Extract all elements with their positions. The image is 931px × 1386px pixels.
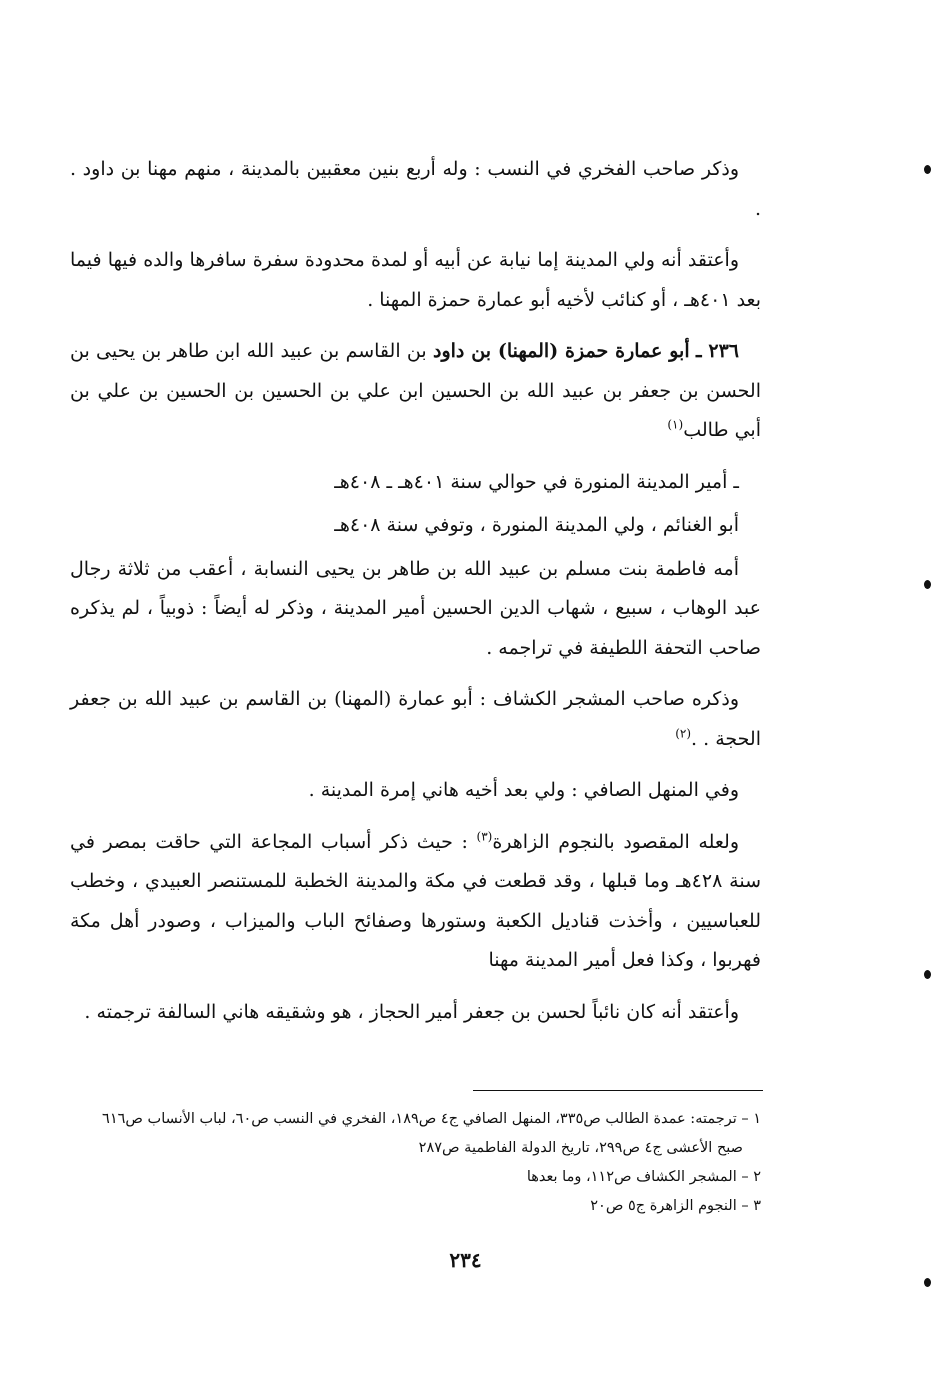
paragraph bbox=[70, 680, 761, 759]
scan-edge-mark bbox=[924, 970, 931, 979]
page-number: ٢٣٤ bbox=[449, 1248, 482, 1272]
paragraph-text: وذكره صاحب المشجر الكشاف : أبو عمارة (المهنا) بن القاسم بن عبيد الله بن جعفر الحجة . . bbox=[70, 688, 761, 750]
footnote bbox=[70, 1163, 761, 1192]
paragraph-text: وذكر صاحب الفخري في النسب : وله أربع بنين معقبين بالمدينة ، منهم مهنا بن داود . . bbox=[70, 158, 761, 220]
paragraph-text: : حيث ذكر أسباب المجاعة التي حاقت بمصر في سنة ٤٢٨هـ وما قبلها ، وقد قطعت في مكة والمدينة الخطبة للمستنصر العبيدي ، وخطب للعباسيين ، وأخذت قناديل الكعبة وستورها وصفائح الباب والميزاب ، وصودر أهل مكة فهربوا ، وكذا فعل أمير المدينة مهنا bbox=[70, 830, 761, 971]
footnote-ref: (١) bbox=[667, 417, 684, 432]
paragraph bbox=[70, 823, 761, 981]
entry-heading bbox=[70, 332, 761, 451]
footnote-text: ٢ – المشجر الكشاف ص١١٢، وما بعدها bbox=[526, 1169, 761, 1185]
entry-line bbox=[70, 463, 761, 503]
scan-edge-mark bbox=[924, 1278, 931, 1287]
entry-line-text: ـ أمير المدينة المنورة في حوالي سنة ٤٠١هـ ـ ٤٠٨هـ bbox=[334, 470, 739, 493]
footnote-text: ٣ – النجوم الزاهرة ج٥ ص٢٠ bbox=[590, 1198, 761, 1214]
footnote bbox=[70, 1192, 761, 1221]
scan-edge-mark bbox=[924, 580, 931, 589]
paragraph bbox=[70, 241, 761, 320]
entry-line-text: أبو الغنائم ، ولي المدينة المنورة ، وتوفي سنة ٤٠٨هـ bbox=[334, 514, 739, 536]
footnote-text: صبح الأعشى ج٤ ص٢٩٩، تاريخ الدولة الفاطمية ص٢٨٧ bbox=[418, 1140, 743, 1156]
footnote-continuation bbox=[70, 1134, 761, 1163]
main-text bbox=[70, 150, 761, 1044]
paragraph-text: وأعتقد أنه ولي المدينة إما نيابة عن أبيه أو لمدة محدودة سفرة سافرها والده فيها فيما بعد ٤٠١هـ ، أو كنائب لأخيه أبو عمارة حمزة المهنا . bbox=[70, 249, 761, 311]
footnote-text: ١ – ترجمته: عمدة الطالب ص٣٣٥، المنهل الصافي ج٤ ص١٨٩، الفخري في النسب ص٦٠، لباب الأنساب ص٦١٦ bbox=[102, 1111, 761, 1127]
paragraph bbox=[70, 550, 761, 669]
paragraph bbox=[70, 150, 761, 229]
entry-line bbox=[70, 506, 761, 546]
footnote bbox=[70, 1105, 761, 1134]
paragraph bbox=[70, 771, 761, 811]
footnote-ref: (٢) bbox=[675, 726, 692, 741]
entry-number: ٢٣٦ ـ bbox=[695, 340, 740, 362]
paragraph-text: أمه فاطمة بنت مسلم بن عبيد الله بن طاهر بن يحيى النسابة ، أعقب من ثلاثة رجال عبد الوهاب ، سبيع ، شهاب الدين الحسين أمير المدينة ، وذكر له أيضاً : ذوبياً ، لم يذكره صاحب التحفة اللطيفة في تراجمه . bbox=[70, 557, 761, 659]
entry-name: أبو عمارة حمزة (المهنا) بن داود bbox=[432, 340, 690, 362]
footnotes bbox=[70, 1105, 761, 1221]
footnote-ref: (٣) bbox=[476, 829, 493, 844]
paragraph-text: وأعتقد أنه كان نائباً لحسن بن جعفر أمير الحجاز ، هو وشقيقه هاني السالفة ترجمته . bbox=[84, 1000, 739, 1023]
scan-edge-mark bbox=[924, 165, 931, 174]
footnote-divider bbox=[473, 1090, 763, 1091]
paragraph-text: وفي المنهل الصافي : ولي بعد أخيه هاني إمرة المدينة . bbox=[308, 779, 739, 801]
paragraph bbox=[70, 993, 761, 1033]
paragraph-text: ولعله المقصود بالنجوم الزاهرة bbox=[492, 830, 739, 853]
entry-lineage: بن القاسم بن عبيد الله ابن طاهر بن يحيى بن الحسن بن جعفر بن عبيد الله بن الحسين ابن علي بن الحسين بن الحسين بن علي بن أبي طالب bbox=[70, 340, 761, 441]
